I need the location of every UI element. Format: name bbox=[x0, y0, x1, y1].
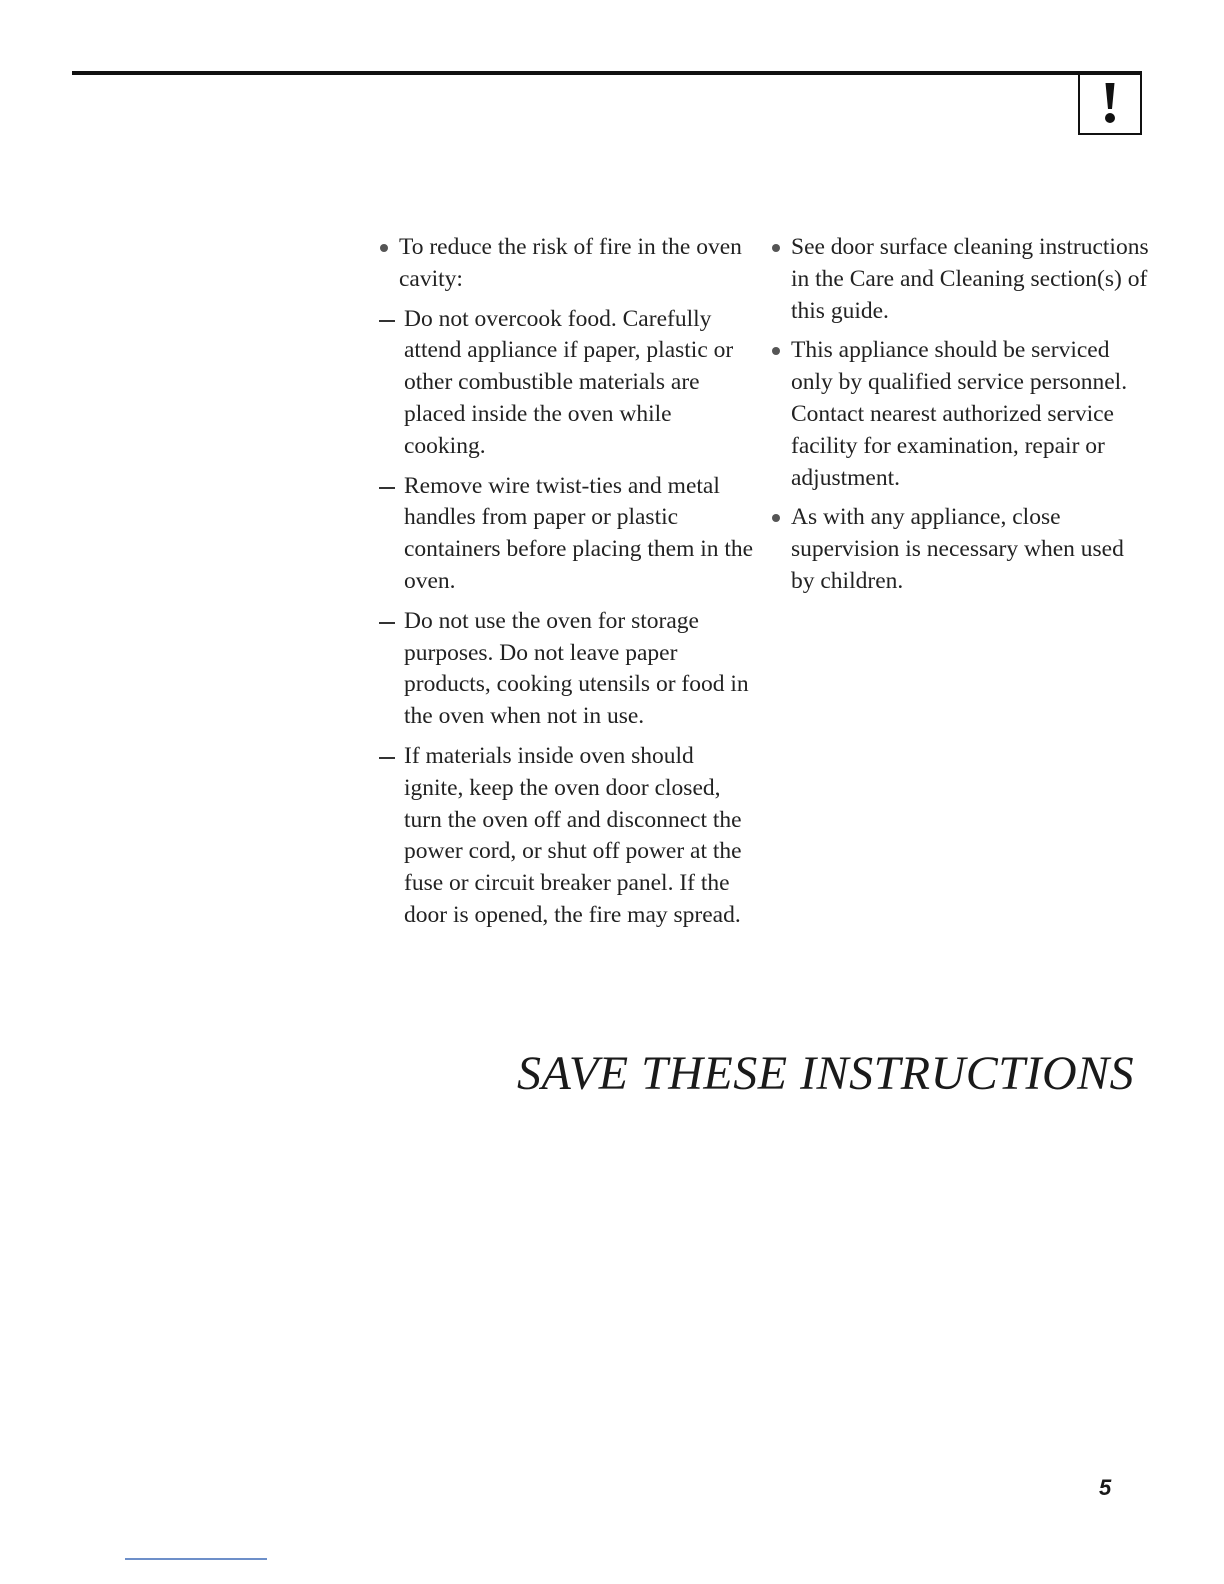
page-number: 5 bbox=[1099, 1475, 1112, 1500]
footer-link-underline bbox=[125, 1558, 267, 1560]
bullet-item: To reduce the risk of fire in the oven cavity: bbox=[378, 232, 758, 296]
warning-box bbox=[1078, 73, 1142, 135]
top-rule bbox=[72, 71, 1142, 75]
exclamation-icon bbox=[1080, 73, 1140, 133]
save-instructions-title: SAVE THESE INSTRUCTIONS bbox=[517, 1047, 1135, 1100]
dash-item: Do not overcook food. Carefully attend appliance if paper, plastic or other combustible materials are placed inside the oven while cooking. bbox=[378, 304, 758, 463]
left-column bbox=[378, 232, 758, 940]
bullet-item: See door surface cleaning instructions in the Care and Cleaning section(s) of this guide. bbox=[770, 232, 1150, 327]
dash-item: Remove wire twist-ties and metal handles from paper or plastic containers before placing them in the oven. bbox=[378, 471, 758, 598]
dash-item: If materials inside oven should ignite, keep the oven door closed, turn the oven off and disconnect the power cord, or shut off power at the fuse or circuit breaker panel. If the door is opened, the fire may spread. bbox=[378, 741, 758, 932]
bullet-item: As with any appliance, close supervision is necessary when used by children. bbox=[770, 502, 1150, 597]
dash-item: Do not use the oven for storage purposes. Do not leave paper products, cooking utensils or food in the oven when not in use. bbox=[378, 606, 758, 733]
bullet-item: This appliance should be serviced only by qualified service personnel. Contact nearest authorized service facility for examination, repair or adjustment. bbox=[770, 335, 1150, 494]
right-column bbox=[770, 232, 1150, 606]
